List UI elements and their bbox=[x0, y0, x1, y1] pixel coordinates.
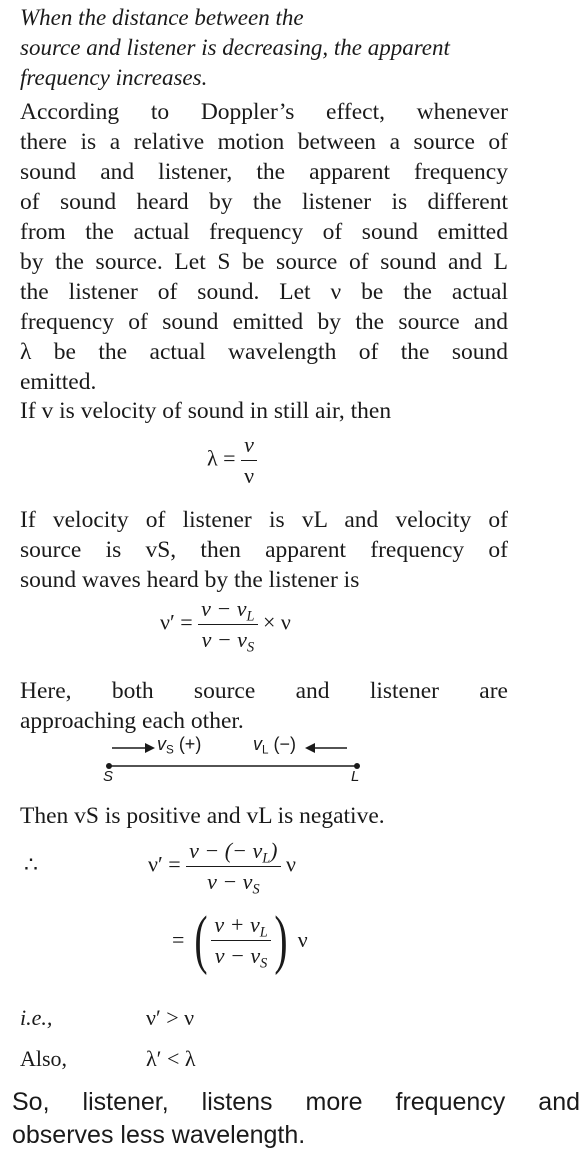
vl-label-sub: L bbox=[262, 743, 269, 757]
source-label: S bbox=[103, 768, 114, 785]
vs-label bbox=[157, 734, 201, 755]
eq3-den-text: v − v bbox=[207, 869, 253, 894]
intro-paragraph bbox=[20, 3, 520, 93]
listener-line: source is vS, then apparent frequency of bbox=[20, 537, 508, 563]
vl-label bbox=[253, 734, 296, 755]
listener-line: If velocity of listener is vL and velocity of bbox=[20, 507, 508, 533]
eq2-den-text: v − v bbox=[201, 627, 247, 652]
intro-line: When the distance between the bbox=[20, 5, 304, 30]
eq3-num-end: ) bbox=[270, 838, 278, 863]
vs-label-sub: S bbox=[166, 743, 174, 757]
eq2-num-text: v − v bbox=[201, 596, 247, 621]
eq3-fraction bbox=[186, 838, 280, 898]
ie-label: i.e., bbox=[20, 1005, 53, 1030]
doppler-line: emitted. bbox=[20, 369, 97, 395]
listener-arrow-head bbox=[305, 743, 315, 753]
also-label: Also, bbox=[20, 1046, 68, 1071]
approach-line: approaching each other. bbox=[20, 708, 244, 734]
listener-label: L bbox=[351, 768, 360, 785]
eq4-denominator bbox=[211, 941, 270, 969]
eq1-denominator: ν bbox=[244, 463, 255, 488]
listener-paragraph bbox=[20, 505, 508, 595]
left-paren: ( bbox=[194, 903, 208, 976]
doppler-paragraph bbox=[20, 97, 508, 397]
doppler-line: from the actual frequency of sound emitted bbox=[20, 219, 508, 245]
therefore-symbol: ∴ bbox=[24, 852, 38, 877]
conclusion-paragraph bbox=[12, 1086, 580, 1152]
eq4-den-text: v − v bbox=[214, 942, 261, 968]
doppler-line: by the source. Let S be source of sound and L bbox=[20, 249, 508, 275]
right-paren: ) bbox=[274, 903, 288, 976]
conclusion-line: So, listener, listens more frequency and bbox=[12, 1088, 580, 1116]
doppler-line: there is a relative motion between a source of bbox=[20, 129, 508, 155]
intro-line: source and listener is decreasing, the apparent bbox=[20, 35, 450, 60]
doppler-line: frequency of sound emitted by the source and bbox=[20, 309, 508, 335]
eq3-num-text: v − (− v bbox=[189, 838, 263, 863]
eq1-lhs: λ = bbox=[207, 445, 236, 471]
eq2-rhs: × ν bbox=[263, 609, 291, 635]
derived-frequency-equation bbox=[148, 838, 296, 898]
eq2-fraction bbox=[198, 596, 257, 656]
vl-label-v: v bbox=[253, 734, 262, 754]
eq4-fraction bbox=[211, 912, 270, 969]
eq4-num-sub: L bbox=[259, 923, 268, 940]
motion-diagram-svg bbox=[95, 736, 395, 792]
wavelength-equation bbox=[207, 432, 257, 489]
source-arrow-head bbox=[145, 743, 155, 753]
vs-label-v: v bbox=[157, 734, 166, 754]
eq2-denominator bbox=[198, 625, 257, 656]
eq2-numerator bbox=[198, 596, 257, 625]
vl-label-sign: (−) bbox=[273, 734, 297, 754]
conclusion-line: observes less wavelength. bbox=[12, 1121, 306, 1149]
eq2-num-sub: L bbox=[246, 608, 255, 625]
doppler-line: According to Doppler’s effect, whenever bbox=[20, 99, 508, 125]
simplified-frequency-equation bbox=[172, 903, 308, 976]
eq3-den-sub: S bbox=[252, 881, 260, 898]
motion-diagram bbox=[95, 736, 395, 792]
vs-label-sign: (+) bbox=[178, 734, 202, 754]
doppler-line: of sound heard by the listener is different bbox=[20, 189, 508, 215]
eq4-den-sub: S bbox=[260, 954, 268, 971]
approach-paragraph bbox=[20, 676, 508, 736]
eq3-numerator bbox=[186, 838, 280, 867]
eq4-lhs: = bbox=[172, 927, 185, 952]
eq2-lhs: ν′ = bbox=[160, 609, 193, 635]
ie-expression: ν′ > ν bbox=[146, 1005, 195, 1030]
eq3-lhs: ν′ = bbox=[148, 851, 181, 877]
then-line: Then vS is positive and vL is negative. bbox=[20, 803, 385, 829]
also-expression: λ′ < λ bbox=[146, 1046, 196, 1071]
intro-line: frequency increases. bbox=[20, 65, 208, 90]
doppler-line: sound and listener, the apparent frequency bbox=[20, 159, 508, 185]
eq1-fraction bbox=[241, 432, 257, 489]
eq1-numerator: v bbox=[241, 432, 257, 461]
eq4-rhs: ν bbox=[297, 927, 308, 952]
listener-line: sound waves heard by the listener is bbox=[20, 567, 360, 593]
doppler-line: λ be the actual wavelength of the sound bbox=[20, 339, 508, 365]
approach-line: Here, both source and listener are bbox=[20, 678, 508, 704]
eq2-den-sub: S bbox=[246, 639, 255, 656]
doppler-line: the listener of sound. Let ν be the actual bbox=[20, 279, 508, 305]
eq4-numerator bbox=[211, 912, 270, 941]
eq4-num-text: v + v bbox=[214, 911, 260, 937]
eq3-rhs: ν bbox=[286, 851, 296, 877]
velocity-line: If v is velocity of sound in still air, then bbox=[20, 398, 392, 424]
eq3-num-sub: L bbox=[262, 850, 271, 867]
eq3-denominator bbox=[186, 867, 280, 898]
apparent-frequency-equation bbox=[160, 596, 291, 656]
